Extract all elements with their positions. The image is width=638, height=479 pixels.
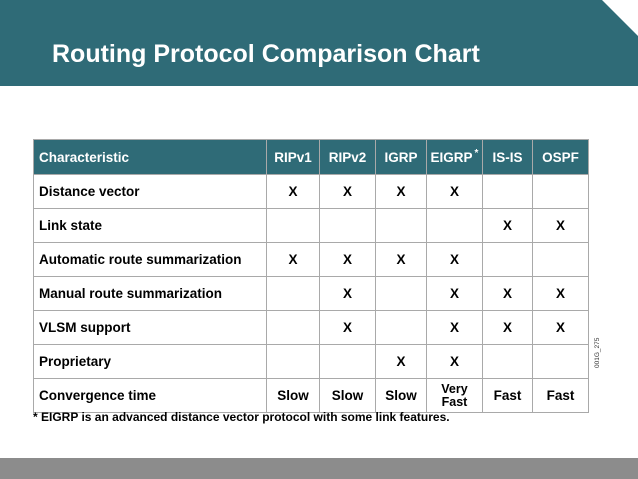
column-header: RIPv1 — [267, 140, 320, 175]
table-cell: X — [533, 209, 589, 243]
footer-bar — [0, 458, 638, 479]
table-cell — [320, 209, 376, 243]
table-row — [34, 209, 589, 243]
table-cell — [483, 175, 533, 209]
table-cell: Fast — [483, 379, 533, 413]
figure-code: 001G_275 — [594, 337, 601, 368]
table-cell: X — [533, 277, 589, 311]
table-cell: X — [427, 277, 483, 311]
table-row — [34, 277, 589, 311]
table-cell: X — [427, 243, 483, 277]
column-header: RIPv2 — [320, 140, 376, 175]
table-cell — [533, 243, 589, 277]
table-cell — [427, 379, 483, 413]
table-cell — [533, 345, 589, 379]
corner-decoration — [602, 0, 638, 36]
row-label: Distance vector — [34, 175, 267, 209]
table-cell: X — [267, 175, 320, 209]
table-cell — [533, 175, 589, 209]
table-cell: X — [483, 277, 533, 311]
slide-title: Routing Protocol Comparison Chart — [52, 40, 480, 68]
table-cell: Slow — [376, 379, 427, 413]
column-header: Characteristic — [34, 140, 267, 175]
table-cell — [267, 277, 320, 311]
very-fast-text: Very Fast — [441, 381, 468, 409]
table-row — [34, 345, 589, 379]
comparison-table — [33, 139, 589, 413]
table-row — [34, 379, 589, 413]
table-cell — [483, 345, 533, 379]
table-cell: X — [427, 345, 483, 379]
table-cell: X — [320, 175, 376, 209]
table-cell: X — [483, 209, 533, 243]
footnote-marker: * — [474, 147, 479, 159]
table-cell: X — [376, 243, 427, 277]
column-header-eigrp — [427, 140, 483, 175]
row-label: VLSM support — [34, 311, 267, 345]
table-cell — [427, 209, 483, 243]
table-cell — [267, 345, 320, 379]
row-label: Automatic route summarization — [34, 243, 267, 277]
table-row — [34, 175, 589, 209]
table-cell: X — [427, 175, 483, 209]
table-cell: X — [427, 311, 483, 345]
table-cell: X — [320, 243, 376, 277]
table-cell: X — [320, 277, 376, 311]
table-cell: Fast — [533, 379, 589, 413]
table-cell: X — [533, 311, 589, 345]
table-cell: Slow — [320, 379, 376, 413]
table-cell — [267, 311, 320, 345]
table-cell: X — [320, 311, 376, 345]
table-row — [34, 311, 589, 345]
table-cell: Slow — [267, 379, 320, 413]
table-cell — [376, 277, 427, 311]
table-cell: X — [483, 311, 533, 345]
slide-header — [0, 0, 638, 86]
column-header: OSPF — [533, 140, 589, 175]
table-cell — [376, 209, 427, 243]
row-label: Convergence time — [34, 379, 267, 413]
table-cell — [320, 345, 376, 379]
table-cell: X — [376, 175, 427, 209]
column-header-label: EIGRP — [430, 149, 473, 165]
row-label: Proprietary — [34, 345, 267, 379]
table-cell — [267, 209, 320, 243]
table-cell — [376, 311, 427, 345]
footnote: * EIGRP is an advanced distance vector protocol with some link features. — [33, 410, 450, 424]
column-header: IGRP — [376, 140, 427, 175]
row-label: Link state — [34, 209, 267, 243]
table-cell: X — [267, 243, 320, 277]
row-label: Manual route summarization — [34, 277, 267, 311]
column-header: IS-IS — [483, 140, 533, 175]
table-cell: X — [376, 345, 427, 379]
table-row — [34, 243, 589, 277]
table-cell — [483, 243, 533, 277]
table-header-row — [34, 140, 589, 175]
